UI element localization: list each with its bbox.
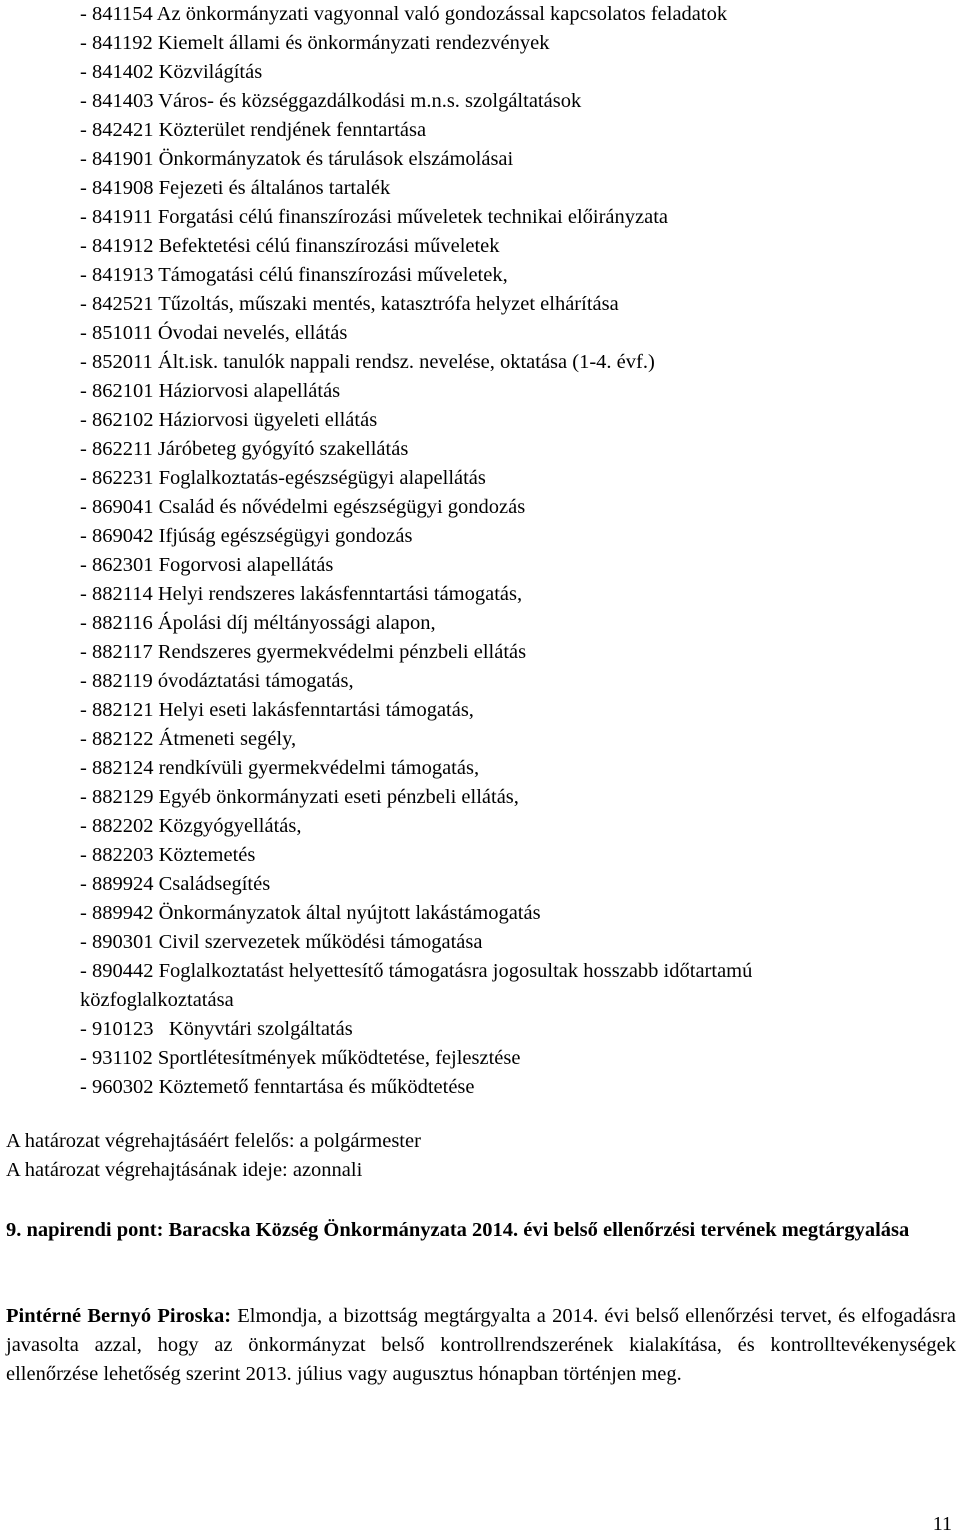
list-item: - 851011 Óvodai nevelés, ellátás	[80, 322, 348, 344]
list-item: - 842421 Közterület rendjének fenntartása	[80, 119, 427, 141]
responsible-line: A határozat végrehajtásáért felelős: a polgármester	[6, 1130, 421, 1152]
list-item: - 841908 Fejezeti és általános tartalék	[80, 177, 391, 199]
list-item: - 889942 Önkormányzatok által nyújtott lakástámogatás	[80, 902, 541, 924]
list-item: - 882121 Helyi eseti lakásfenntartási támogatás,	[80, 699, 474, 721]
speaker-name: Pintérné Bernyó Piroska:	[6, 1305, 232, 1327]
list-item: - 841912 Befektetési célú finanszírozási műveletek	[80, 235, 500, 257]
list-item: - 862301 Fogorvosi alapellátás	[80, 554, 334, 576]
list-item: - 882124 rendkívüli gyermekvédelmi támogatás,	[80, 757, 480, 779]
list-item: - 889924 Családsegítés	[80, 873, 271, 895]
list-item: - 882202 Közgyógyellátás,	[80, 815, 302, 837]
list-item: - 869042 Ifjúság egészségügyi gondozás	[80, 525, 413, 547]
list-item: - 960302 Köztemető fenntartása és működtetése	[80, 1076, 475, 1098]
list-item: - 869041 Család és nővédelmi egészségügyi gondozás	[80, 496, 526, 518]
resolution-responsibility	[6, 1127, 421, 1185]
list-item: - 882116 Ápolási díj méltányossági alapon,	[80, 612, 436, 634]
list-item: - 841192 Kiemelt állami és önkormányzati rendezvények	[80, 32, 550, 54]
list-item: - 841403 Város- és községgazdálkodási m.n.s. szolgáltatások	[80, 90, 582, 112]
statement-text: Elmondja, a bizottság megtárgyalta a 2014. évi belső ellenőrzési tervet, és elfogadásra javasolta azzal, hogy az önkormányzat belső kontrollrendszerének kialakítása, és kontrolltevékenységek ellenőrzése lehetőség szerint 2013. július vagy augusztus hónapban történjen meg.	[6, 1305, 956, 1385]
list-item: - 890442 Foglalkoztatást helyettesítő támogatásra jogosultak hosszabb időtartamú közfoglalkoztatása	[80, 960, 753, 1011]
list-item: - 910123 Könyvtári szolgáltatás	[80, 1018, 353, 1040]
list-item: - 882129 Egyéb önkormányzati eseti pénzbeli ellátás,	[80, 786, 519, 808]
list-item: - 841154 Az önkormányzati vagyonnal való gondozással kapcsolatos feladatok	[80, 3, 728, 25]
list-item: - 862102 Háziorvosi ügyeleti ellátás	[80, 409, 378, 431]
page-number: 11	[932, 1513, 952, 1535]
list-item: - 841402 Közvilágítás	[80, 61, 263, 83]
list-item: - 862211 Járóbeteg gyógyító szakellátás	[80, 438, 409, 460]
list-item: - 882119 óvodáztatási támogatás,	[80, 670, 354, 692]
list-item: - 882114 Helyi rendszeres lakásfenntartási támogatás,	[80, 583, 523, 605]
list-item: - 931102 Sportlétesítmények működtetése, fejlesztése	[80, 1047, 521, 1069]
list-item: - 841911 Forgatási célú finanszírozási műveletek technikai előirányzata	[80, 206, 669, 228]
agenda-heading: 9. napirendi pont: Baracska Község Önkormányzata 2014. évi belső ellenőrzési tervének megtárgyalása	[6, 1219, 910, 1241]
statement-paragraph	[6, 1302, 956, 1389]
list-item: - 890301 Civil szervezetek működési támogatása	[80, 931, 483, 953]
activity-code-list	[80, 0, 940, 1102]
list-item: - 852011 Ált.isk. tanulók nappali rendsz. nevelése, oktatása (1-4. évf.)	[80, 351, 655, 373]
deadline-line: A határozat végrehajtásának ideje: azonnali	[6, 1159, 363, 1181]
list-item: - 862101 Háziorvosi alapellátás	[80, 380, 341, 402]
list-item: - 882122 Átmeneti segély,	[80, 728, 297, 750]
list-item: - 841913 Támogatási célú finanszírozási műveletek,	[80, 264, 508, 286]
list-item: - 842521 Tűzoltás, műszaki mentés, katasztrófa helyzet elhárítása	[80, 293, 619, 315]
list-item: - 882117 Rendszeres gyermekvédelmi pénzbeli ellátás	[80, 641, 527, 663]
list-item: - 841901 Önkormányzatok és tárulások elszámolásai	[80, 148, 514, 170]
list-item: - 882203 Köztemetés	[80, 844, 256, 866]
list-item: - 862231 Foglalkoztatás-egészségügyi alapellátás	[80, 467, 486, 489]
